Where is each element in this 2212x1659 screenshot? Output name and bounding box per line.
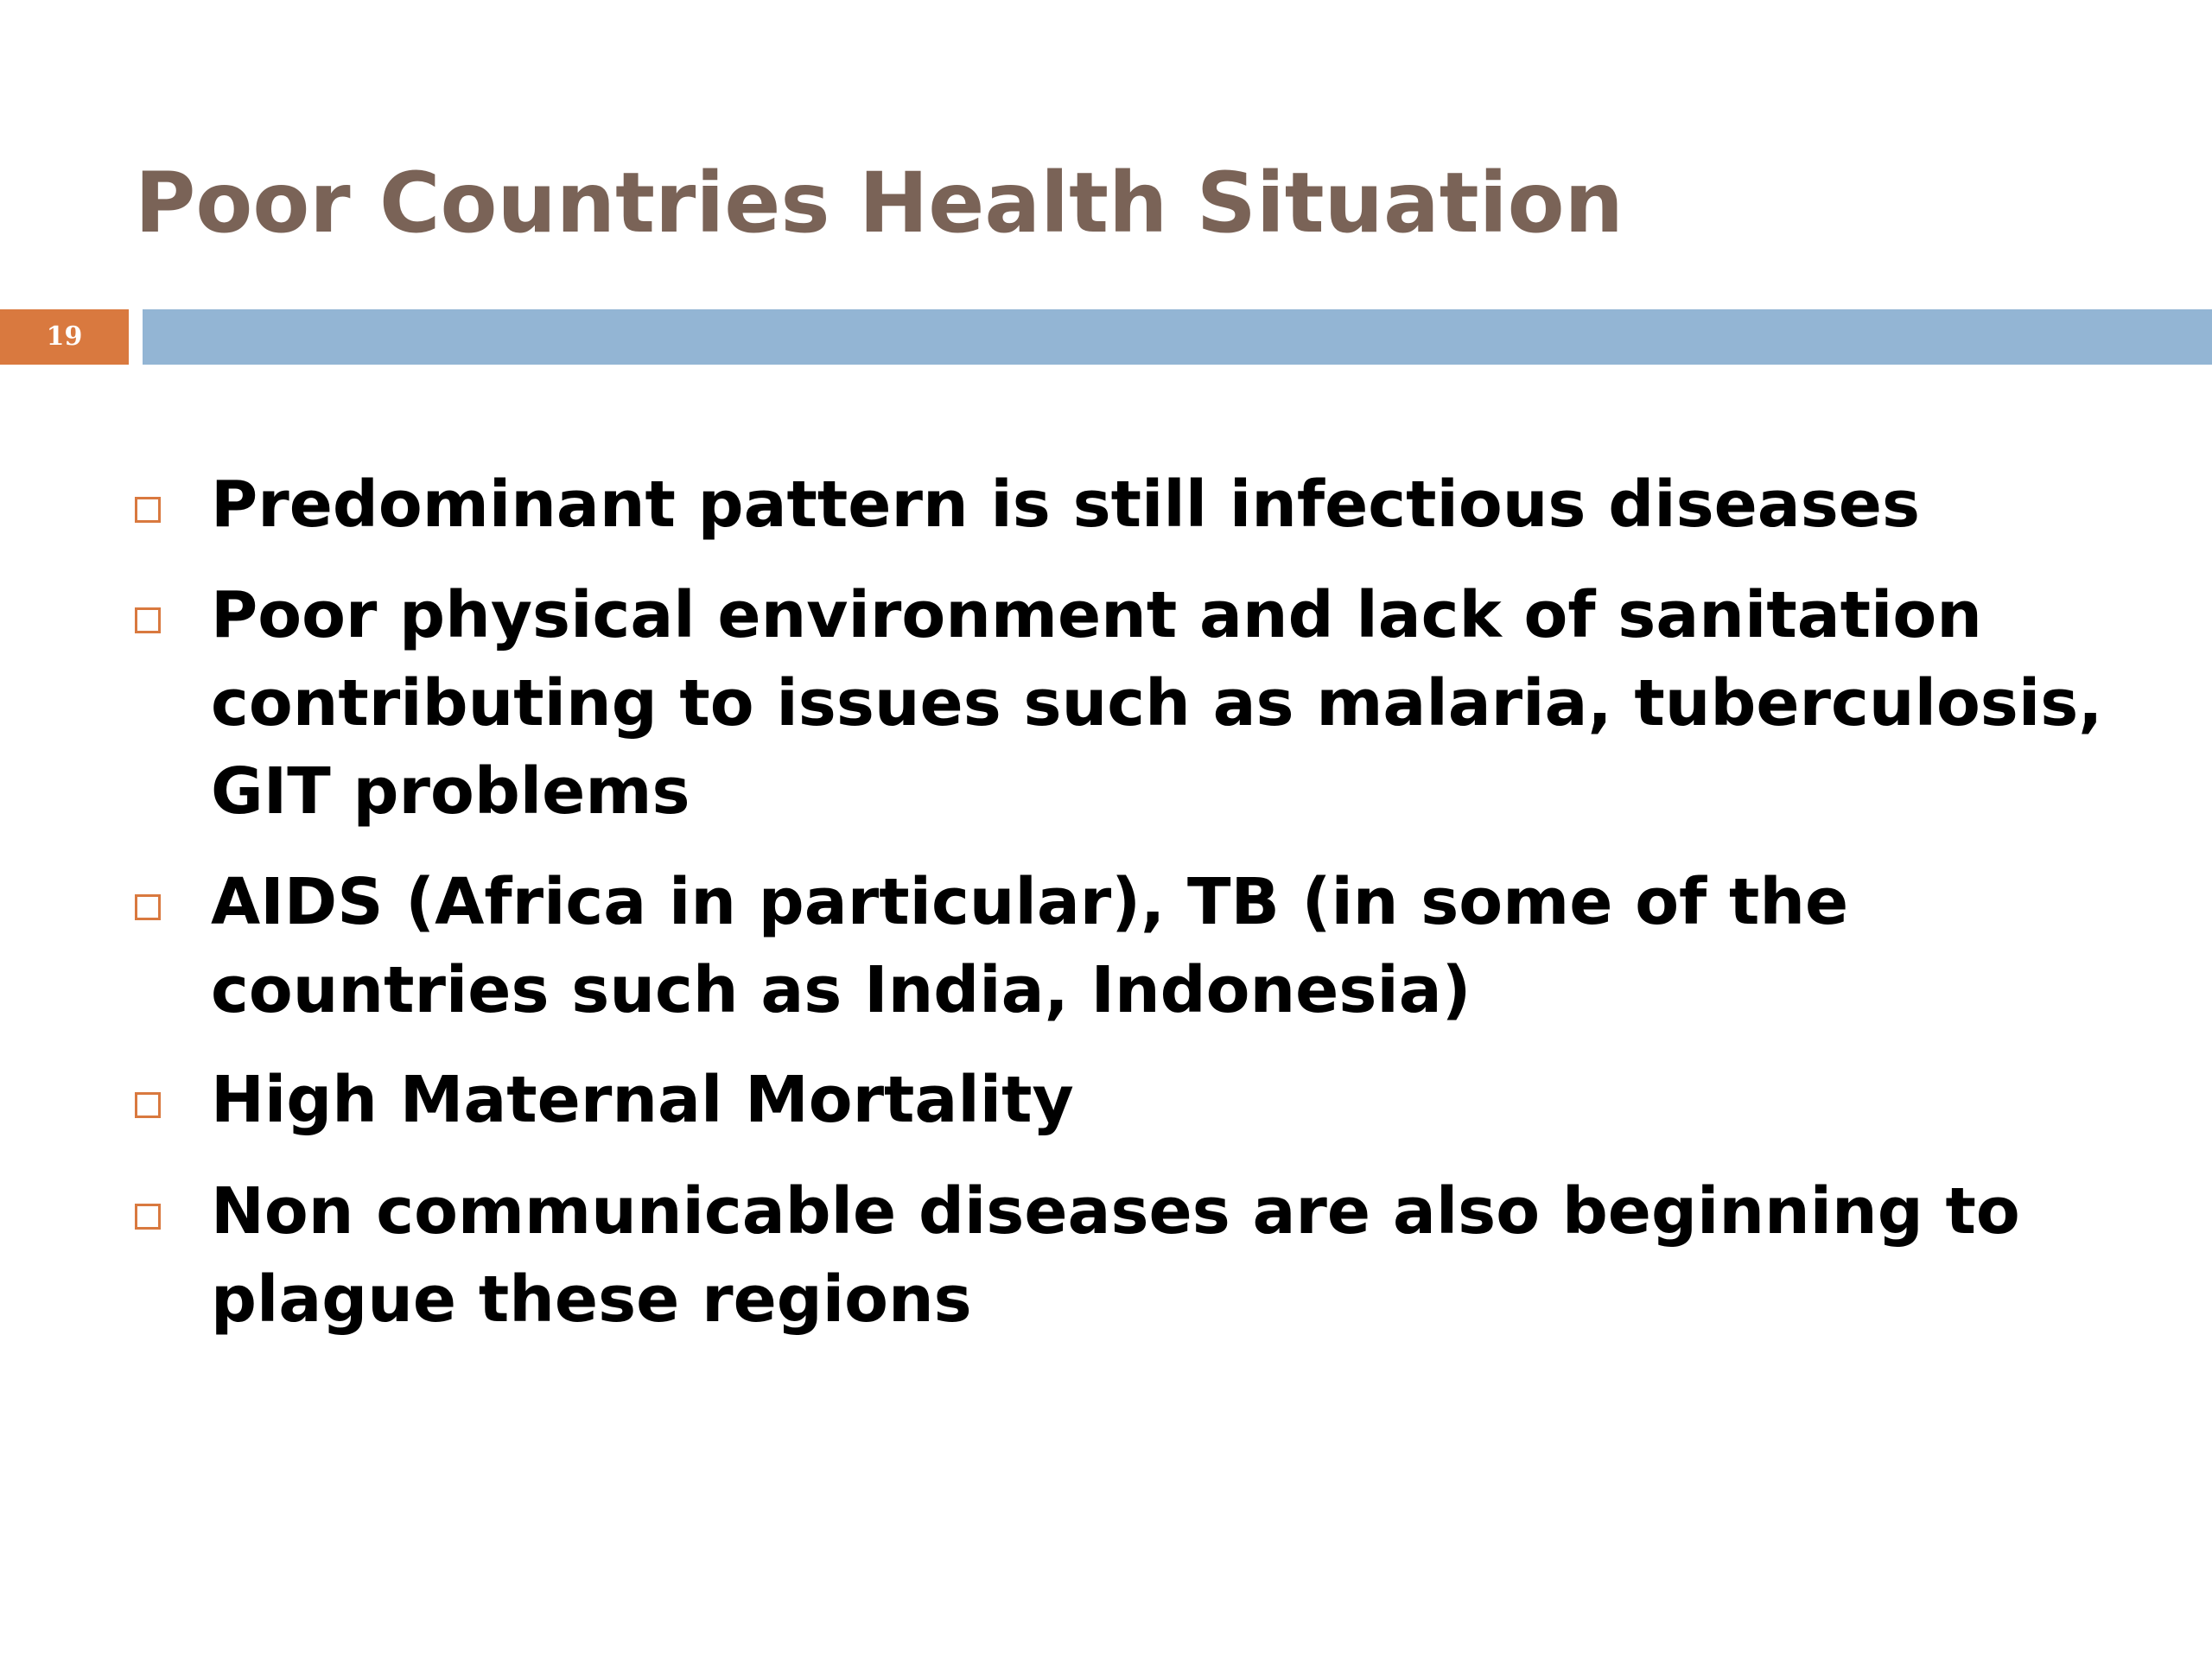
- bullet-text: Non communicable diseases are also beginning to plague these regions: [211, 1174, 2020, 1337]
- slide-title: Poor Countries Health Situation: [135, 155, 1624, 251]
- slide-number: 19: [0, 309, 129, 365]
- square-bullet-icon: [135, 497, 161, 523]
- square-bullet-icon: [135, 1092, 161, 1118]
- bullet-text: Predominant pattern is still infectious diseases: [211, 467, 1921, 542]
- square-bullet-icon: [135, 1204, 161, 1230]
- square-bullet-icon: [135, 894, 161, 920]
- square-bullet-icon: [135, 607, 161, 633]
- bullet-text: AIDS (Africa in particular), TB (in some of the countries such as India, Indonesia): [211, 865, 1849, 1027]
- bullet-text: Poor physical environment and lack of sanitation contributing to issues such as malaria, tuberculosis, GIT problems: [211, 578, 2103, 829]
- bullet-text: High Maternal Mortality: [211, 1063, 1074, 1137]
